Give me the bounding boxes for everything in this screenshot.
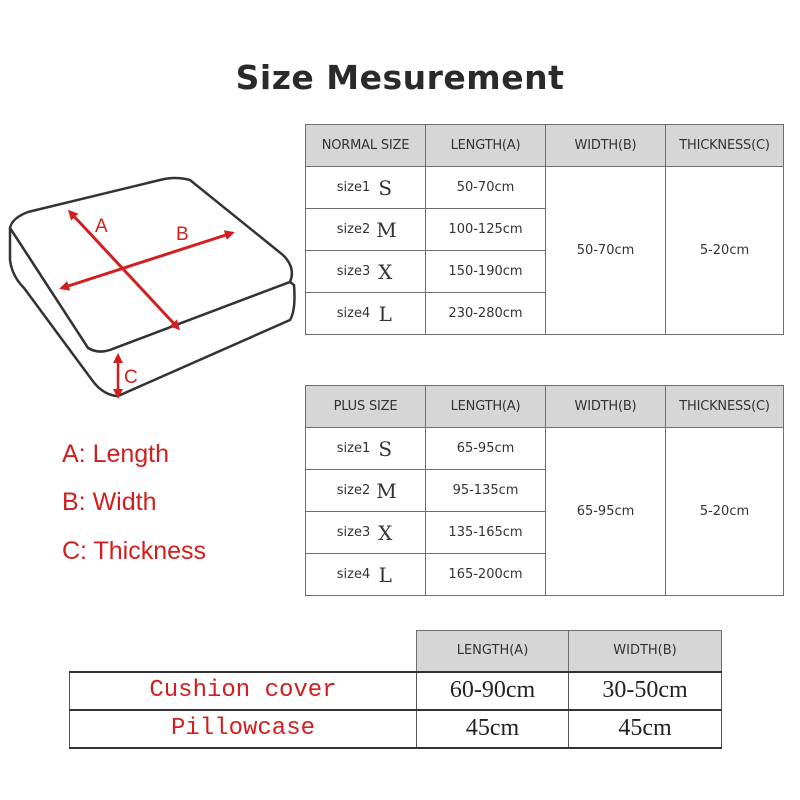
size-letter: X [378,259,393,284]
legend-length: A: Length [62,440,170,468]
table-header-row [70,631,722,672]
table-row [306,167,784,209]
length-cell: 150-190cm [426,251,546,293]
thickness-cell: 5-20cm [666,167,784,335]
page-title: Size Mesurement [235,58,565,97]
size-letter: X [378,520,393,545]
size-cell [306,470,426,512]
length-cell: 60-90cm [417,672,569,710]
size-letter: S [378,175,393,200]
size-label: size2 [336,483,371,498]
size-label: size1 [336,441,371,456]
thickness-cell: 5-20cm [666,428,784,596]
size-label: size3 [336,264,371,279]
table-header-row [306,386,784,428]
length-cell: 100-125cm [426,209,546,251]
length-cell: 95-135cm [426,470,546,512]
legend-width: B: Width [62,488,157,516]
header-width: WIDTH(B) [569,631,722,672]
header-thickness: THICKNESS(C) [666,386,784,428]
header-normal-size: NORMAL SIZE [306,125,426,167]
cushion-diagram [0,170,310,410]
size-cell [306,512,426,554]
length-cell: 45cm [417,710,569,748]
size-cell [306,251,426,293]
length-cell: 165-200cm [426,554,546,596]
length-cell: 230-280cm [426,293,546,335]
size-label: size3 [336,525,371,540]
width-cell: 50-70cm [546,167,666,335]
item-name: Cushion cover [70,672,417,710]
label-b: B [176,224,189,245]
header-length: LENGTH(A) [426,125,546,167]
size-letter: M [376,478,397,503]
header-thickness: THICKNESS(C) [666,125,784,167]
label-c: C [124,367,138,388]
length-cell: 65-95cm [426,428,546,470]
normal-size-table [305,124,784,335]
legend-thickness: C: Thickness [62,537,207,565]
width-cell: 30-50cm [569,672,722,710]
size-letter: S [378,436,393,461]
item-name: Pillowcase [70,710,417,748]
size-cell [306,293,426,335]
size-cell [306,167,426,209]
size-cell [306,209,426,251]
width-cell: 65-95cm [546,428,666,596]
size-letter: L [378,301,392,326]
table-row [70,672,722,710]
size-letter: M [376,217,397,242]
size-cell [306,428,426,470]
table-header-row [306,125,784,167]
header-blank [70,631,417,672]
size-label: size2 [336,222,371,237]
header-plus-size: PLUS SIZE [306,386,426,428]
header-width: WIDTH(B) [546,125,666,167]
header-width: WIDTH(B) [546,386,666,428]
size-label: size4 [336,567,371,582]
size-cell [306,554,426,596]
table-row [70,710,722,748]
header-length: LENGTH(A) [417,631,569,672]
length-cell: 50-70cm [426,167,546,209]
accessory-size-table [69,630,722,749]
width-cell: 45cm [569,710,722,748]
table-row [306,428,784,470]
size-letter: L [378,562,392,587]
length-cell: 135-165cm [426,512,546,554]
header-length: LENGTH(A) [426,386,546,428]
size-label: size1 [336,180,371,195]
label-a: A [95,216,108,237]
plus-size-table [305,385,784,596]
size-label: size4 [336,306,371,321]
